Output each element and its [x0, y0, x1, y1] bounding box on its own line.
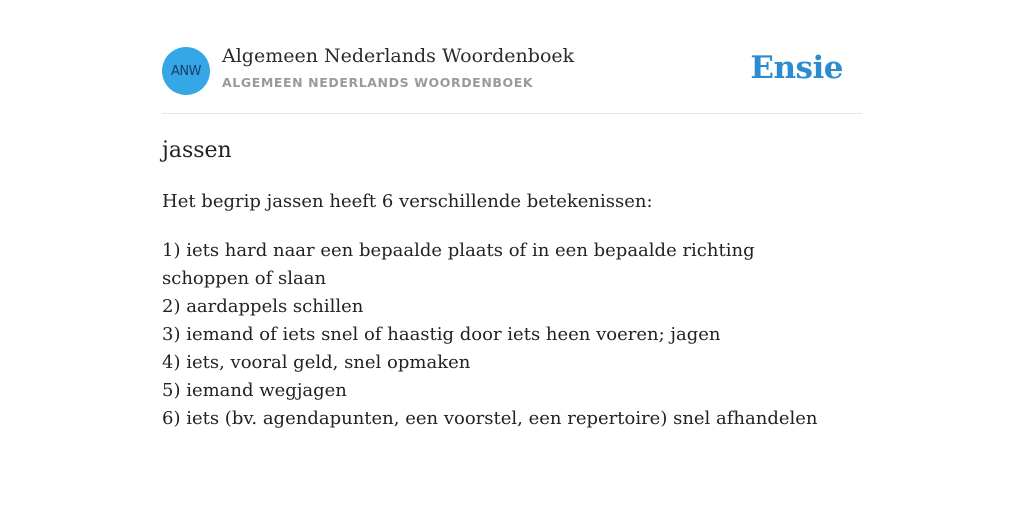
source-title[interactable]: Algemeen Nederlands Woordenboek: [222, 45, 575, 67]
source-header: [162, 0, 862, 114]
definition-item: 1) iets hard naar een bepaalde plaats of in een bepaalde richting schoppen of slaan: [162, 240, 755, 289]
definitions-list: [162, 237, 842, 433]
source-logo[interactable]: [162, 47, 210, 95]
definition-item: 4) iets, vooral geld, snel opmaken: [162, 352, 471, 373]
source-subtitle: ALGEMEEN NEDERLANDS WOORDENBOEK: [222, 75, 534, 90]
page-container: [162, 0, 862, 429]
definition-item: 3) iemand of iets snel of haastig door iets heen voeren; jagen: [162, 324, 721, 345]
entry-intro: Het begrip jassen heeft 6 verschillende betekenissen:: [162, 191, 653, 212]
source-logo-text: ANW: [171, 63, 201, 79]
definition-item: 2) aardappels schillen: [162, 296, 364, 317]
entry-word: jassen: [162, 138, 232, 163]
definition-item: 6) iets (bv. agendapunten, een voorstel, een repertoire) snel afhandelen: [162, 408, 818, 429]
definition-item: 5) iemand wegjagen: [162, 380, 347, 401]
ensie-logo[interactable]: Ensie: [750, 50, 843, 86]
